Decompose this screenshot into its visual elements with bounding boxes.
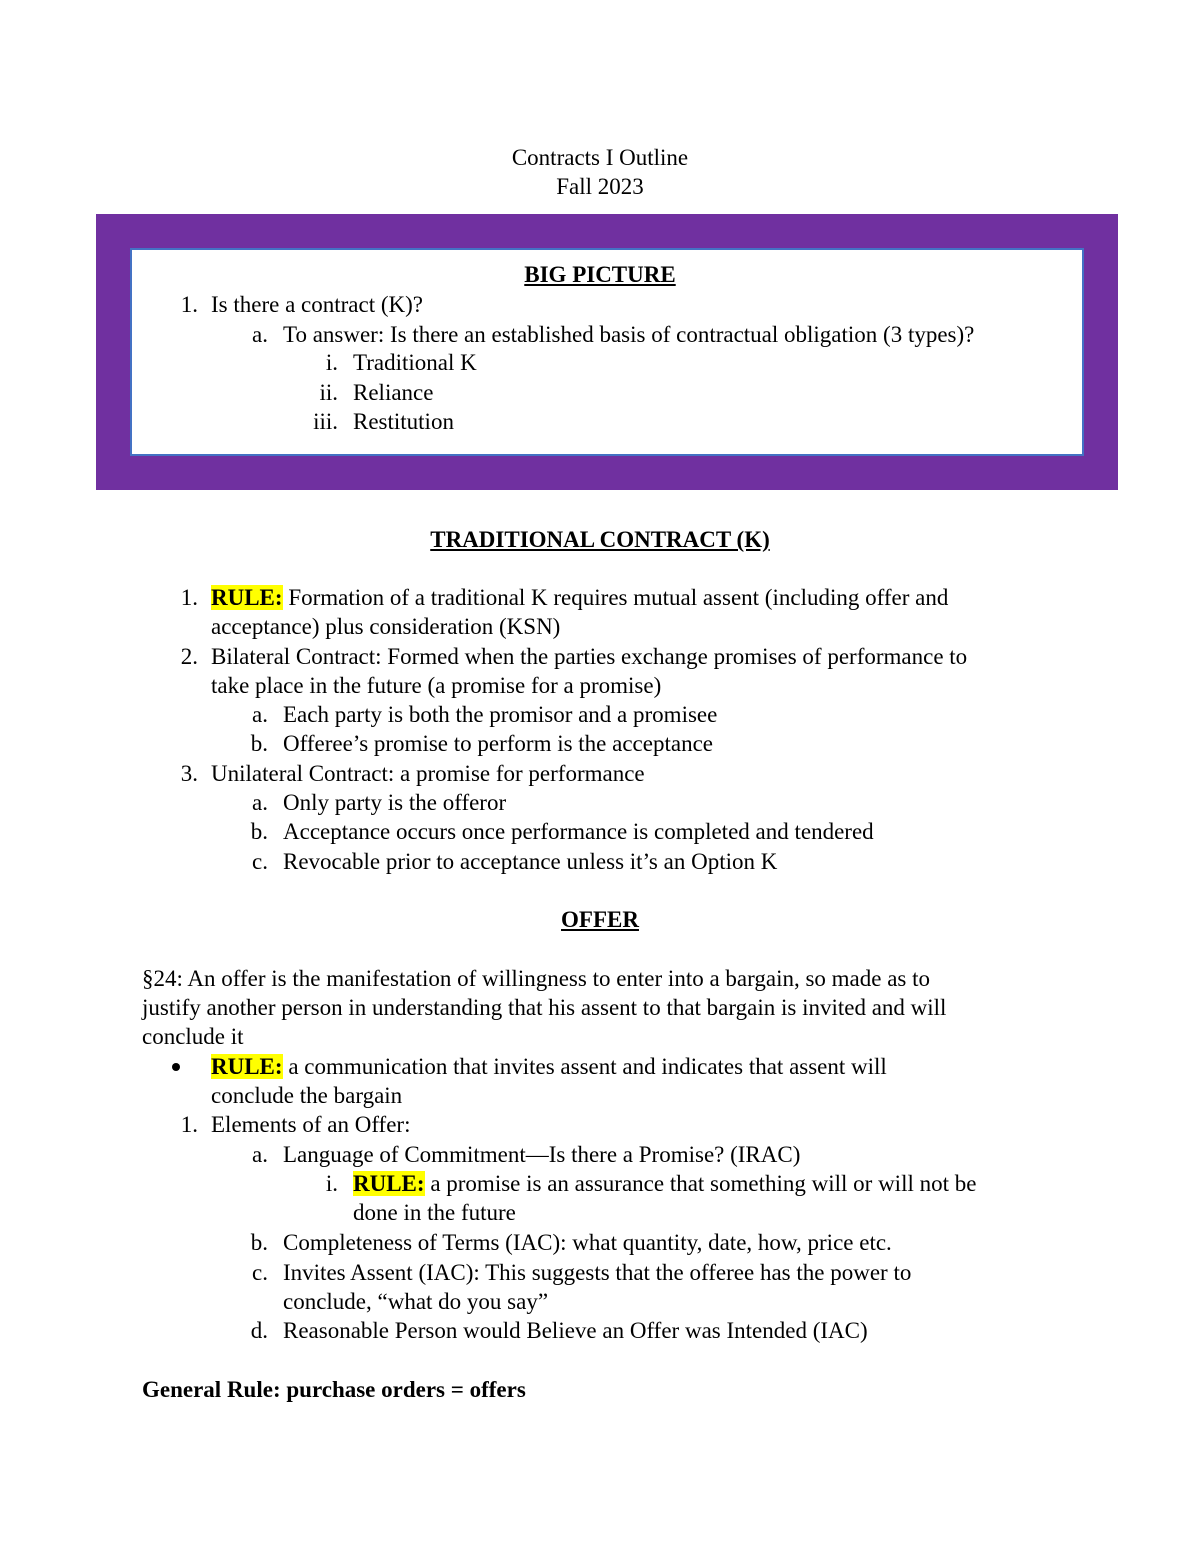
list-item-continuation: done in the future bbox=[353, 1200, 516, 1225]
bullet-icon bbox=[172, 1063, 180, 1071]
big-picture-heading: BIG PICTURE bbox=[524, 262, 676, 287]
bullet-item-continuation: conclude the bargain bbox=[211, 1083, 403, 1108]
offer-heading: OFFER bbox=[561, 907, 639, 932]
list-item: Only party is the offeror bbox=[283, 790, 507, 815]
list-item: Restitution bbox=[353, 409, 454, 434]
list-item: To answer: Is there an established basis of contractual obligation (3 types)? bbox=[283, 322, 975, 347]
list-item-continuation: acceptance) plus consideration (KSN) bbox=[211, 614, 561, 639]
list-number: b. bbox=[250, 819, 268, 844]
list-number: d. bbox=[250, 1318, 268, 1343]
list-item: Reliance bbox=[353, 380, 434, 405]
general-rule: General Rule: purchase orders = offers bbox=[142, 1377, 526, 1402]
list-number: 3. bbox=[180, 761, 198, 786]
section-24-text: §24: An offer is the manifestation of willingness to enter into a bargain, so made as to bbox=[142, 966, 931, 991]
list-item: Elements of an Offer: bbox=[211, 1112, 411, 1137]
list-item: Invites Assent (IAC): This suggests that the offeree has the power to bbox=[283, 1260, 912, 1285]
traditional-contract-heading: TRADITIONAL CONTRACT (K) bbox=[430, 527, 770, 552]
list-number: 1. bbox=[180, 585, 198, 610]
document-title: Contracts I Outline bbox=[511, 145, 689, 170]
section-24-text: justify another person in understanding that his assent to that bargain is invited and will bbox=[142, 995, 947, 1020]
list-item: Reasonable Person would Believe an Offer was Intended (IAC) bbox=[283, 1318, 868, 1343]
list-item: Language of Commitment—Is there a Promise? (IRAC) bbox=[283, 1142, 801, 1167]
list-item: Revocable prior to acceptance unless it’s an Option K bbox=[283, 849, 778, 874]
list-item: Traditional K bbox=[353, 350, 477, 375]
list-item-continuation: conclude, “what do you say” bbox=[283, 1289, 549, 1314]
list-item: Is there a contract (K)? bbox=[211, 292, 423, 317]
bullet-item: RULE: a communication that invites assent and indicates that assent will bbox=[211, 1054, 887, 1079]
list-item: RULE: a promise is an assurance that something will or will not be bbox=[353, 1171, 977, 1196]
list-number: 1. bbox=[180, 292, 198, 317]
list-item: Acceptance occurs once performance is completed and tendered bbox=[283, 819, 874, 844]
list-item: Bilateral Contract: Formed when the parties exchange promises of performance to bbox=[211, 644, 968, 669]
list-number: iii. bbox=[313, 409, 338, 434]
list-number: b. bbox=[250, 1230, 268, 1255]
list-number: i. bbox=[325, 1171, 338, 1196]
list-number: c. bbox=[252, 1260, 268, 1285]
list-item-continuation: take place in the future (a promise for a promise) bbox=[211, 673, 662, 698]
list-number: b. bbox=[250, 731, 268, 756]
list-item: Each party is both the promisor and a promisee bbox=[283, 702, 718, 727]
list-item: Unilateral Contract: a promise for performance bbox=[211, 761, 645, 786]
list-number: ii. bbox=[319, 380, 338, 405]
list-number: a. bbox=[252, 1142, 268, 1167]
list-number: a. bbox=[252, 790, 268, 815]
list-item: Offeree’s promise to perform is the acceptance bbox=[283, 731, 713, 756]
list-number: a. bbox=[252, 702, 268, 727]
list-item: RULE: Formation of a traditional K requires mutual assent (including offer and bbox=[211, 585, 949, 610]
list-number: a. bbox=[252, 322, 268, 347]
list-number: 2. bbox=[180, 644, 198, 669]
rule-label: RULE: bbox=[353, 1171, 425, 1196]
section-24-text: conclude it bbox=[142, 1024, 244, 1049]
list-item: Completeness of Terms (IAC): what quantity, date, how, price etc. bbox=[283, 1230, 892, 1255]
list-number: i. bbox=[325, 350, 338, 375]
document-subtitle: Fall 2023 bbox=[556, 174, 644, 199]
rule-label: RULE: bbox=[211, 585, 283, 610]
big-picture-frame bbox=[96, 214, 1118, 490]
list-number: c. bbox=[252, 849, 268, 874]
rule-label: RULE: bbox=[211, 1054, 283, 1079]
list-number: 1. bbox=[180, 1112, 198, 1137]
